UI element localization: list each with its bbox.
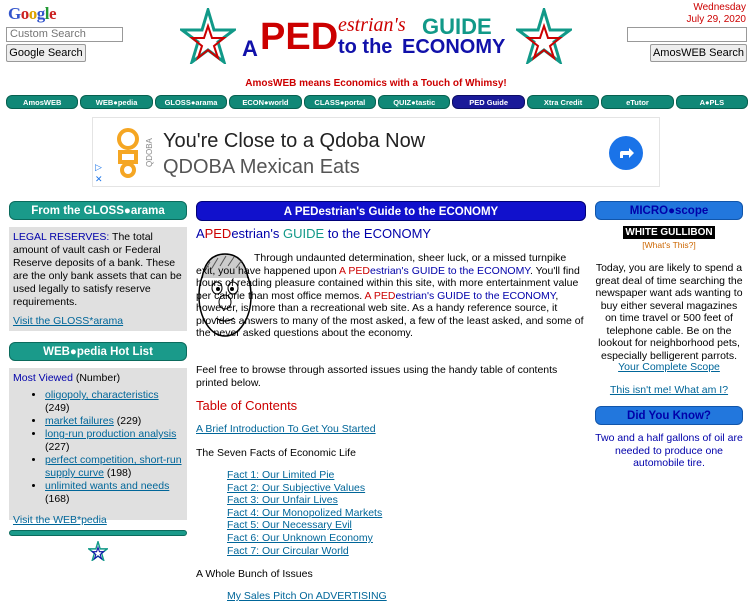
close-ad-icon[interactable]: ✕ [95, 174, 103, 184]
fact-link-6[interactable]: Fact 6: Our Unknown Economy [227, 531, 373, 544]
list-item: • long-run production analysis (227) [45, 428, 183, 454]
left-divider-bar [9, 530, 187, 536]
not-me-link[interactable]: This isn't me! What am I? [609, 384, 729, 396]
page-title: A PEDestrian's GUIDE to the ECONOMY [196, 226, 432, 241]
center-header: A PEDestrian's Guide to the ECONOMY [196, 201, 586, 221]
nav-tab-ped-guide[interactable]: PED Guide [452, 95, 524, 109]
did-you-know-header: Did You Know? [595, 406, 743, 425]
fact-link-1[interactable]: Fact 1: Our Limited Pie [227, 469, 335, 481]
custom-search-input[interactable] [6, 27, 123, 42]
adchoices-icon[interactable]: ▷ [95, 162, 102, 172]
nav-tab-classportal[interactable]: CLASS●portal [304, 95, 376, 109]
whats-this-link[interactable]: [What's This?] [642, 240, 696, 250]
list-item: • market failures (229) [45, 415, 183, 428]
nav-tab-apls[interactable]: A●PLS [676, 95, 748, 109]
list-item: • perfect competition, short-run supply curve (198) [45, 454, 183, 480]
directions-icon[interactable] [609, 136, 643, 170]
amosweb-star-icon [180, 8, 236, 64]
amosweb-star-icon [516, 8, 572, 64]
fact-link-4[interactable]: Fact 4: Our Monopolized Markets [227, 506, 383, 519]
ad-subtitle[interactable]: QDOBA Mexican Eats [163, 156, 360, 178]
microscope-text: Today, you are likely to spend a great deal of time searching the newspaper want ads wanting to buy either several magazines on time travel or 500 feet of telephone cable. Be on the lookout for neighborhood pets, especially belligerent parrots. [595, 262, 743, 362]
fact-link-7[interactable]: Fact 7: Our Circular World [227, 544, 349, 557]
advertisement[interactable]: QDOBA ▷ ✕ You're Close to a Qdoba Now QDOBA Mexican Eats [92, 117, 660, 187]
intro-link[interactable]: A Brief Introduction To Get You Started [196, 423, 376, 435]
google-search-button[interactable]: Google Search [6, 44, 86, 62]
gloss-term[interactable]: LEGAL RESERVES: [13, 231, 110, 243]
facts-list [227, 469, 382, 557]
list-item: • oligopoly, characteristics (249) [45, 389, 183, 415]
nav-tab-webpedia[interactable]: WEB●pedia [80, 95, 152, 109]
tagline: AmosWEB means Economics with a Touch of Whimsy! [245, 78, 507, 89]
glossarama-box [9, 227, 187, 331]
google-logo: Google [8, 4, 57, 23]
advertising-link[interactable]: My Sales Pitch On ADVERTISING [227, 590, 387, 602]
qdoba-logo [113, 128, 143, 178]
glossarama-header[interactable]: From the GLOSS●arama [9, 201, 187, 220]
toc-title: Table of Contents [196, 398, 298, 413]
pedestrian-banner[interactable]: A PED estrian's GUIDE to the ECONOMY [180, 6, 572, 66]
browse-text: Feel free to browse through assorted issues using the handy table of contents printed below. [196, 364, 558, 389]
visit-glossarama-link[interactable]: Visit the GLOSS*arama [13, 315, 124, 327]
nav-tab-econworld[interactable]: ECON●world [229, 95, 301, 109]
nav-tab-amosweb[interactable]: AmosWEB [6, 95, 78, 109]
seven-facts-heading: The Seven Facts of Economic Life [196, 447, 356, 459]
ad-title[interactable]: You're Close to a Qdoba Now [163, 130, 426, 152]
amosweb-search-input[interactable] [627, 27, 747, 42]
main-nav [6, 95, 748, 109]
visit-webpedia-link[interactable]: Visit the WEB*pedia [13, 514, 107, 526]
did-you-know-text: Two and a half gallons of oil are needed to produce one automobile tire. [595, 432, 743, 469]
intro-paragraph: Through undaunted determination, sheer luck, or a missed turnpike exit, you have happened upon A PEDestrian's GUIDE to the ECONOMY. You'll find hours of reading pleasure contained within this site, with more entertainment value per calorie than most office memos. A PEDestrian's GUIDE to the ECONOMY, however, is more than a recreational web site. As a handy reference source, it provides answers to many of the most asked, a few of the least asked, and some of the never asked questions about the economy. [196, 252, 584, 339]
nav-tab-glossarama[interactable]: GLOSS●arama [155, 95, 227, 109]
webpedia-hotlist-box: Most Viewed (Number) • oligopoly, characteristics (249) • market failures (229) • long-run production analysis (227) • perfect competition, short-run supply curve (198) • unlimited wants and needs (168) Visit the WEB*pedia [9, 368, 187, 520]
list-item: • unlimited wants and needs (168) [45, 480, 183, 506]
amosweb-star-icon[interactable] [88, 541, 108, 561]
complete-scope-link[interactable]: Your Complete Scope [618, 361, 720, 373]
nav-tab-etutor[interactable]: eTutor [601, 95, 673, 109]
issues-heading: A Whole Bunch of Issues [196, 568, 313, 580]
nav-tab-quiztastic[interactable]: QUIZ●tastic [378, 95, 450, 109]
fact-link-2[interactable]: Fact 2: Our Subjective Values [227, 481, 366, 494]
date-display: Wednesday July 29, 2020 [686, 2, 746, 25]
nav-tab-xtra-credit[interactable]: Xtra Credit [527, 95, 599, 109]
gullibon-badge: WHITE GULLIBON [623, 226, 715, 239]
webpedia-hotlist-header[interactable]: WEB●pedia Hot List [9, 342, 187, 361]
gloss-definition: The total amount of vault cash or Federal Reserve deposits of a bank. These are the only bank assets that can be used legally to satisfy reserve requirements. [13, 231, 182, 308]
microscope-header[interactable]: MICRO●scope [595, 201, 743, 220]
fact-link-3[interactable]: Fact 3: Our Unfair Lives [227, 494, 338, 507]
fact-link-5[interactable]: Fact 5: Our Necessary Evil [227, 519, 352, 532]
amosweb-search-button[interactable]: AmosWEB Search [650, 44, 747, 62]
